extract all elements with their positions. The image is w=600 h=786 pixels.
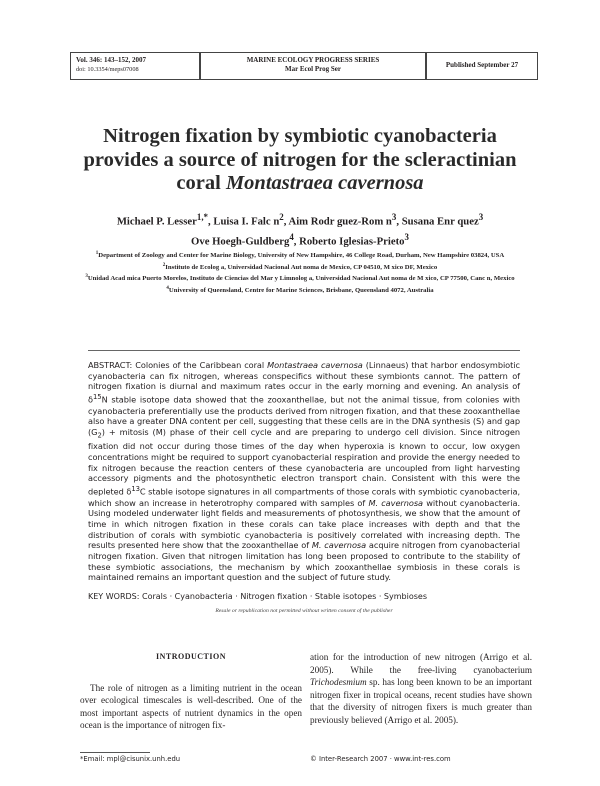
isotope-superscript: 15 <box>92 393 102 402</box>
author-name: , Susana Enr quez <box>396 215 479 228</box>
affiliation-item <box>72 262 528 273</box>
author-affil-mark: 4 <box>289 232 294 243</box>
isotope-superscript: 13 <box>131 485 140 494</box>
phase-subscript: 2 <box>97 431 102 440</box>
footnote-email[interactable]: *Email: mpl@cisunix.unh.edu <box>80 755 181 763</box>
header-citation-box <box>70 52 200 80</box>
footnote-rule <box>80 752 150 753</box>
affiliation-number: 3 <box>85 274 88 280</box>
affiliation-text: University of Queensland, Centre for Marine Sciences, Brisbane, Queensland 4072, Australia <box>168 287 434 295</box>
affiliation-text: Instituto de Ecolog a, Universidad Nacional Aut noma de Mexico, CP 04510, M xico DF, Mexico <box>165 263 438 271</box>
resale-notice-wrap <box>88 606 520 616</box>
affiliation-item <box>72 250 528 261</box>
abstract-text: Colonies of the Caribbean coral <box>132 360 268 370</box>
abstract-text: N stable isotope data showed that the zooxanthellae, but not the animal tissue, from colonies with cyanobacteria preferentially use the products derived from nitrogen fixation, and that these zooxanthellae also have a greater DNA content per cell, suggesting that these cells are in the DNA synthesis (S) and gap (G <box>88 394 520 437</box>
body-paragraph <box>310 651 532 726</box>
affiliation-number: 4 <box>166 286 169 292</box>
abstract-text: ) + mitosis (M) phase of their cell cycle and are preparing to undergo cell division. Since nitrogen fixation did not occur during those times of the day when hyperoxia is known to occur, low oxygen concentrations might be required to support cyanobacterial respiration and provide the energy needed to fix nitrogen because the reaction centers of these cyanobacteria are uncoupled from light harvesting accessory pigments and the photosynthetic electron transport chain. Consistent with this were the depleted δ <box>88 426 520 497</box>
abstract-text: acquire nitrogen from cyanobacterial nitrogen fixation. Given that nitrogen limitation has long been proposed to contribute to the stability of these symbiotic associations, the mechanism by which zooxanthellae symbiosis in these corals is maintained remains an important question and the subject of future study. <box>88 540 520 583</box>
body-column-right <box>310 651 532 726</box>
author-affil-mark: 2 <box>279 212 284 222</box>
volume-info: Vol. 346: 143–152, 2007 <box>76 56 146 64</box>
body-species: Trichodesmium <box>310 677 367 687</box>
abstract-top-rule <box>88 350 520 351</box>
title-species: Montastraea cavernosa <box>225 172 424 194</box>
section-heading: INTRODUCTION <box>155 652 226 661</box>
author-name: , Aim Rodr guez-Rom n <box>283 215 392 228</box>
affiliation-number: 2 <box>162 262 166 268</box>
author-name: , Luisa I. Falc n <box>208 215 280 228</box>
body-paragraph: The role of nitrogen as a limiting nutrient in the ocean over ecological timescales is well-described. One of the most important aspects of nutrient dynamics in the open ocean is the importance of nitrogen fix- <box>80 682 302 730</box>
abstract-text: without cyanobacteria. Using modeled underwater light fields and measurements of photosynthesis, we show that the amount of time in which nitrogen fixation in these corals can take place increases with depth and that the distribution of corals with symbiotic cyanobacteria is positively correlated with increasing depth. The results presented here show that the zooxanthellae of <box>88 497 520 551</box>
keywords-text: Corals · Cyanobacteria · Nitrogen fixation · Stable isotopes · Symbioses <box>139 592 427 601</box>
affiliation-item <box>72 273 528 284</box>
abstract <box>88 360 520 583</box>
published-date: Published September 27 <box>445 61 519 69</box>
author-affil-mark: 3 <box>404 232 409 243</box>
body-text: sp. has long been known to be an important nitrogen fixer in tropical oceans, recent studies have shown that the diversity of nitrogen fixers is much greater than previously believed (Arrigo et al. 2005). <box>310 677 532 725</box>
body-text: ation for the introduction of new nitrogen (Arrigo et al. 2005). While the free-living cyanobacterium <box>310 652 532 675</box>
journal-name: MARINE ECOLOGY PROGRESS SERIES <box>246 56 380 64</box>
affiliation-number: 1 <box>95 251 99 256</box>
copyright: © Inter-Research 2007 · www.int-res.com <box>310 755 451 763</box>
title-line-1: Nitrogen fixation by symbiotic cyanobacteria <box>103 125 497 147</box>
resale-notice-rule <box>88 606 520 616</box>
author-affil-mark: 1,* <box>196 212 208 222</box>
affiliation-text: Department of Zoology and Center for Marine Biology, University of New Hampshire, 46 College Road, Durham, New Hampshire 03824, USA <box>98 252 505 260</box>
keywords <box>88 592 520 602</box>
author-name: Ove Hoegh-Guldberg <box>191 235 290 248</box>
abstract-species: M. cavernosa <box>311 540 367 551</box>
title-line-3: coral <box>176 172 226 194</box>
affiliations <box>72 250 528 297</box>
body-column-left <box>80 651 302 732</box>
abstract-text: (Linnaeus) that harbor endosymbiotic cyanobacteria can fix nitrogen, whereas conspecifics without these symbionts cannot. The pattern of nitrogen fixation is diurnal and maximum rates occur in the early morning and evening. An analysis of δ <box>88 360 520 405</box>
header-published-box <box>426 52 538 80</box>
author-name: , Roberto Iglesias-Prieto <box>293 235 405 248</box>
author-name: Michael P. Lesser <box>116 215 197 228</box>
header-journal-box <box>200 52 426 80</box>
author-affil-mark: 3 <box>478 212 484 222</box>
abstract-text: C stable isotope signatures in all compartments of those corals with symbiotic cyanobacteria, which show an increase in heterotrophy compared with samples of <box>88 486 520 508</box>
journal-abbrev: Mar Ecol Prog Ser <box>285 65 341 73</box>
affiliation-text: Unidad Acad mica Puerto Morelos, Instituto de Ciencias del Mar y Limnolog a, Universidad Nacional Aut noma de M xico, CP 77500, Canc n, Mexico <box>87 275 515 283</box>
author-list <box>60 210 540 250</box>
title-line-2: provides a source of nitrogen for the scleractinian <box>83 148 517 171</box>
author-affil-mark: 3 <box>391 212 397 222</box>
abstract-label: ABSTRACT: <box>88 360 133 370</box>
keywords-label: KEY WORDS: <box>88 592 140 601</box>
abstract-species: Montastraea cavernosa <box>267 360 363 370</box>
paper-title <box>60 125 540 196</box>
abstract-species: M. cavernosa <box>368 497 424 508</box>
affiliation-item <box>72 285 528 296</box>
doi[interactable]: doi: 10.3354/meps07008 <box>76 66 139 73</box>
resale-notice: Resale or republication not permitted without written consent of the publisher <box>212 608 395 614</box>
